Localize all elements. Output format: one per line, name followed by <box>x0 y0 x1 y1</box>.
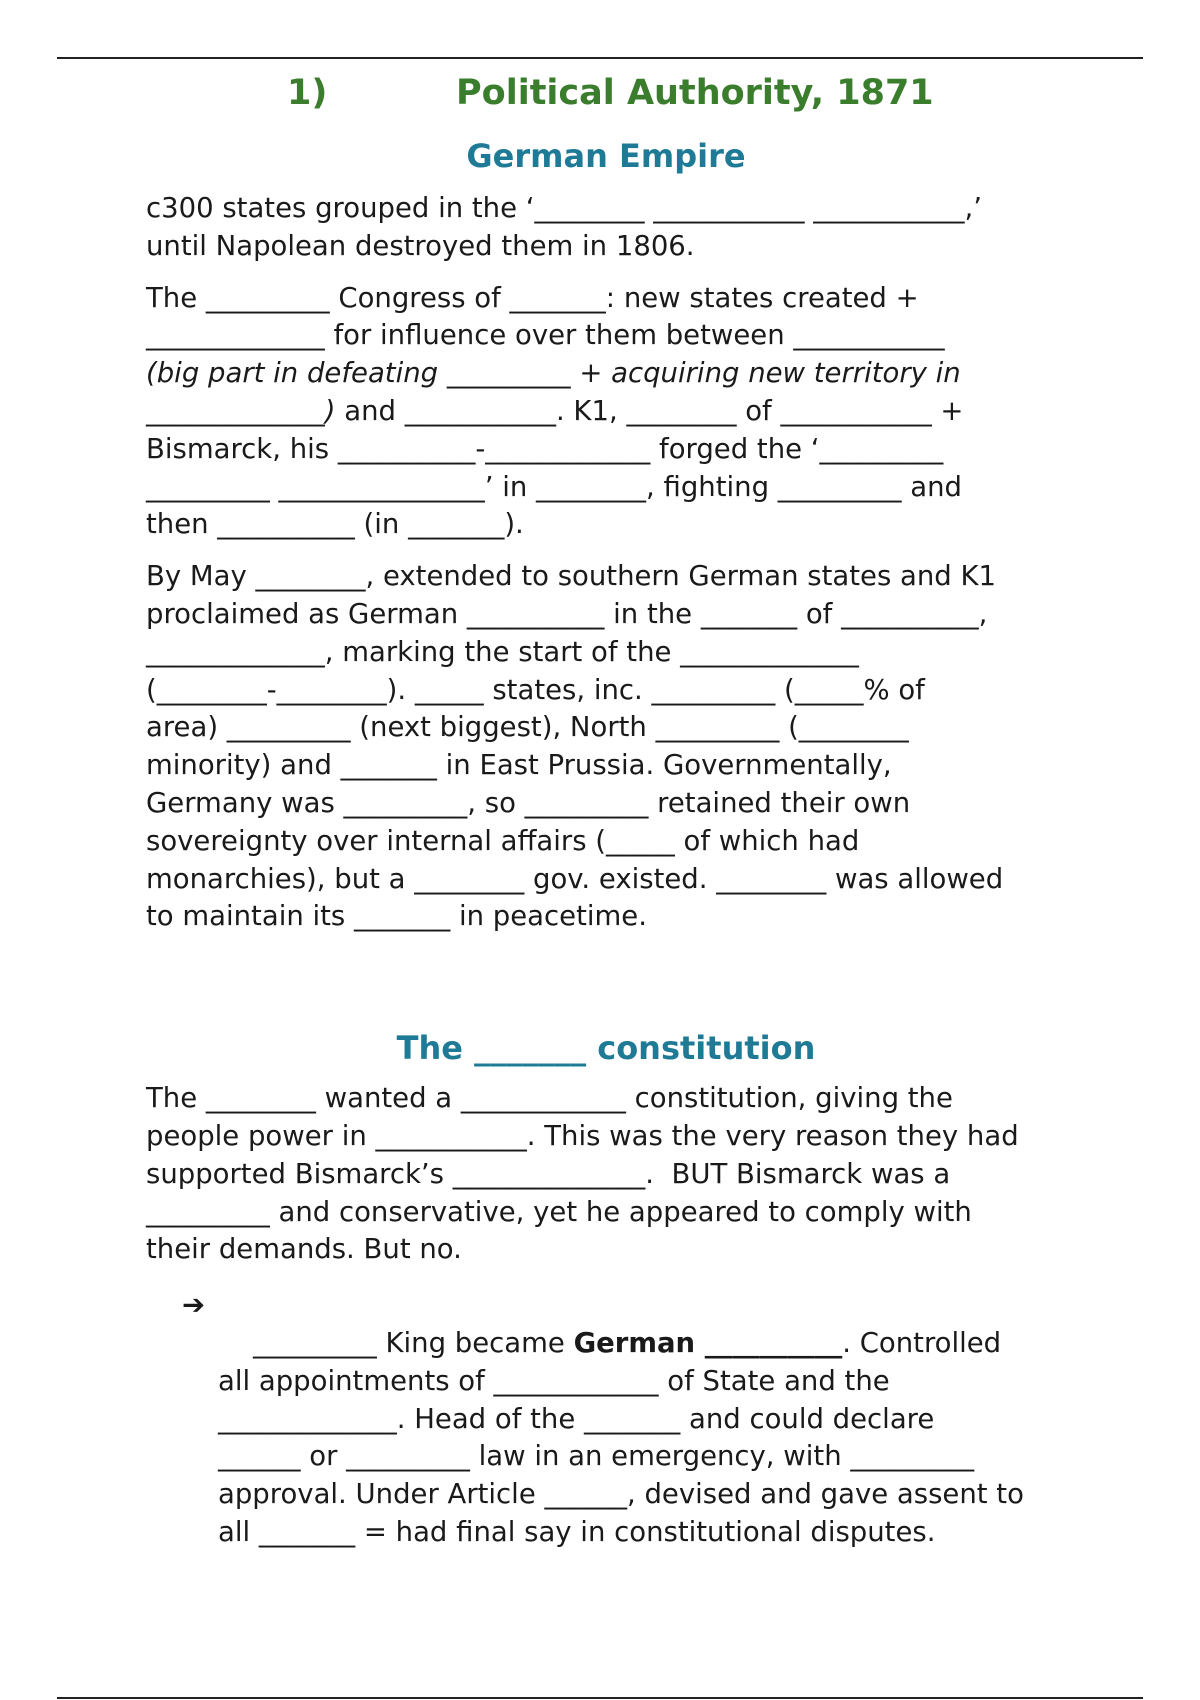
italic-line-end: _____________) <box>146 394 336 427</box>
worksheet-page <box>146 62 1066 1590</box>
paragraph-congress-of-vienna: The _________ Congress of _______: new states created + _____________ for influence over them between ___________ (big part in defeating _________ + acquiring new territory in _____________) and ___________. K1, ________ of ___________ + Bismarck, his __________-____________ forged the ‘_________ _________ _______________’ in ________, fighting _________ and then __________ (in _______). <box>146 281 964 541</box>
bullet-kaiser-powers <box>146 1287 1066 1589</box>
arrow-bullet-icon: ➔ <box>182 1289 206 1322</box>
section-heading <box>146 62 1066 124</box>
subheading-constitution: The _______ constitution <box>396 1029 816 1068</box>
bullet-text-rest: . Controlled all appointments of ____________ of State and the _____________. Head of the _______ and could declare ______ or _________ law in an emergency, with _________ approval. Under Article ______, devised and gave assent to all _______ = had final say in constitutional disputes. <box>218 1326 1024 1548</box>
bullet-text-bold-german: German <box>573 1326 696 1359</box>
bullet-text-bold-blank: __________ <box>695 1326 843 1359</box>
section-title: Political Authority, 1871 <box>456 73 934 113</box>
section-number: 1) <box>287 73 328 113</box>
italic-line: (big part in defeating _________ + acquiring new territory in <box>146 357 961 390</box>
paragraph-holy-roman-empire: c300 states grouped in the ‘________ ___________ ___________,’ until Napolean destroyed them in 1806. <box>146 192 982 262</box>
paragraph-liberals-constitution: The ________ wanted a ____________ constitution, giving the people power in ___________. This was the very reason they had supported Bismarck’s ______________. BUT Bismarck was a _________ and conservative, yet he appeared to comply with their demands. But no. <box>146 1082 1019 1266</box>
paragraph-unification: By May ________, extended to southern German states and K1 proclaimed as German __________ in the _______ of __________, _____________, marking the start of the _____________ (________-________). _____ states, inc. _________ (_____% of area) _________ (next biggest), North _________ (________ minority) and _______ in East Prussia. Governmentally, Germany was _________, so _________ retained their own sovereignty over internal affairs (_____ of which had monarchies), but a ________ gov. existed. ________ was allowed to maintain its _______ in peacetime. <box>146 560 1004 933</box>
bottom-rule <box>57 1697 1143 1699</box>
subheading-german-empire: German Empire <box>466 137 746 175</box>
top-rule <box>57 57 1143 59</box>
bullet-text-a: _________ King became <box>252 1326 574 1359</box>
